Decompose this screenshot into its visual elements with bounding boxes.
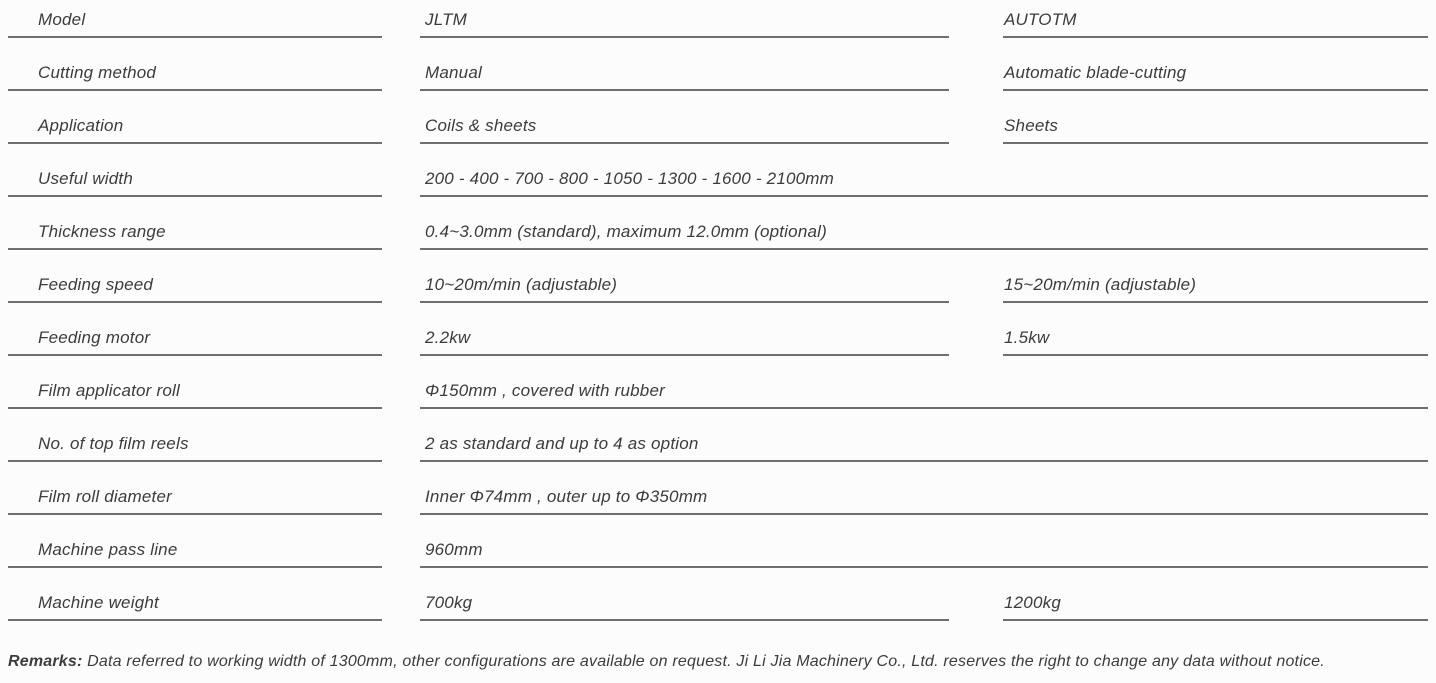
table-row-useful-width (0, 144, 1436, 197)
autotm-value-cell (1003, 593, 1428, 621)
table-row-feeding-motor (0, 303, 1436, 356)
shared-value-cell (420, 434, 1428, 462)
spec-label-cell (8, 116, 382, 144)
shared-value-cell (420, 381, 1428, 409)
jltm-value-cell (420, 116, 949, 144)
table-row-film-roll-diameter (0, 462, 1436, 515)
table-row-model (0, 0, 1436, 38)
remarks-note (8, 653, 1432, 671)
spec-label: Feeding speed (38, 275, 154, 294)
shared-value-cell (420, 487, 1428, 515)
spec-label: Model (38, 10, 86, 29)
jltm-value: Manual (425, 63, 482, 82)
jltm-value: 2.2kw (425, 328, 471, 347)
spec-label: Useful width (38, 169, 133, 188)
autotm-value: 1200kg (1004, 593, 1061, 612)
shared-value: Φ150mm , covered with rubber (425, 381, 665, 400)
spec-label: Film applicator roll (38, 381, 180, 400)
spec-label-cell (8, 593, 382, 621)
spec-label: Film roll diameter (38, 487, 172, 506)
autotm-value: 1.5kw (1004, 328, 1050, 347)
shared-value: 0.4~3.0mm (standard), maximum 12.0mm (optional) (425, 222, 827, 241)
spec-label-cell (8, 381, 382, 409)
spec-label-cell (8, 10, 382, 38)
spec-label-cell (8, 328, 382, 356)
shared-value: 200 - 400 - 700 - 800 - 1050 - 1300 - 1600 - 2100mm (425, 169, 835, 188)
table-row-machine-pass-line (0, 515, 1436, 568)
jltm-value-cell (420, 63, 949, 91)
jltm-value: JLTM (425, 10, 468, 29)
table-row-top-film-reels (0, 409, 1436, 462)
autotm-value: Automatic blade-cutting (1004, 63, 1187, 82)
spec-label: Cutting method (38, 63, 157, 82)
autotm-value-cell (1003, 10, 1428, 38)
spec-label-cell (8, 169, 382, 197)
jltm-value-cell (420, 10, 949, 38)
jltm-value-cell (420, 275, 949, 303)
jltm-value-cell (420, 328, 949, 356)
spec-label: Thickness range (38, 222, 166, 241)
jltm-value-cell (420, 593, 949, 621)
jltm-value: Coils & sheets (425, 116, 537, 135)
spec-label: Machine weight (38, 593, 159, 612)
spec-label: Machine pass line (38, 540, 178, 559)
shared-value-cell (420, 222, 1428, 250)
spec-label-cell (8, 487, 382, 515)
table-row-thickness-range (0, 197, 1436, 250)
table-row-feeding-speed (0, 250, 1436, 303)
spec-label: Application (38, 116, 124, 135)
shared-value: Inner Φ74mm , outer up to Φ350mm (425, 487, 708, 506)
table-row-machine-weight (0, 568, 1436, 621)
shared-value-cell (420, 169, 1428, 197)
spec-label-cell (8, 275, 382, 303)
autotm-value-cell (1003, 328, 1428, 356)
jltm-value: 700kg (425, 593, 473, 612)
jltm-value: 10~20m/min (adjustable) (425, 275, 618, 294)
spec-label: Feeding motor (38, 328, 151, 347)
autotm-value-cell (1003, 275, 1428, 303)
spec-label-cell (8, 63, 382, 91)
spec-label-cell (8, 222, 382, 250)
spec-label-cell (8, 540, 382, 568)
autotm-value: Sheets (1004, 116, 1059, 135)
remarks-label: Remarks: (8, 653, 83, 670)
remarks-text: Data referred to working width of 1300mm, other configurations are available on request. Ji Li Jia Machinery Co., Ltd. reserves the right to change any data without notice. (82, 653, 1325, 670)
spec-label-cell (8, 434, 382, 462)
spec-label: No. of top film reels (38, 434, 189, 453)
shared-value: 960mm (425, 540, 483, 559)
table-row-application (0, 91, 1436, 144)
shared-value-cell (420, 540, 1428, 568)
autotm-value: AUTOTM (1004, 10, 1077, 29)
autotm-value-cell (1003, 116, 1428, 144)
table-row-film-applicator-roll (0, 356, 1436, 409)
table-row-cutting-method (0, 38, 1436, 91)
shared-value: 2 as standard and up to 4 as option (425, 434, 699, 453)
autotm-value-cell (1003, 63, 1428, 91)
autotm-value: 15~20m/min (adjustable) (1004, 275, 1197, 294)
